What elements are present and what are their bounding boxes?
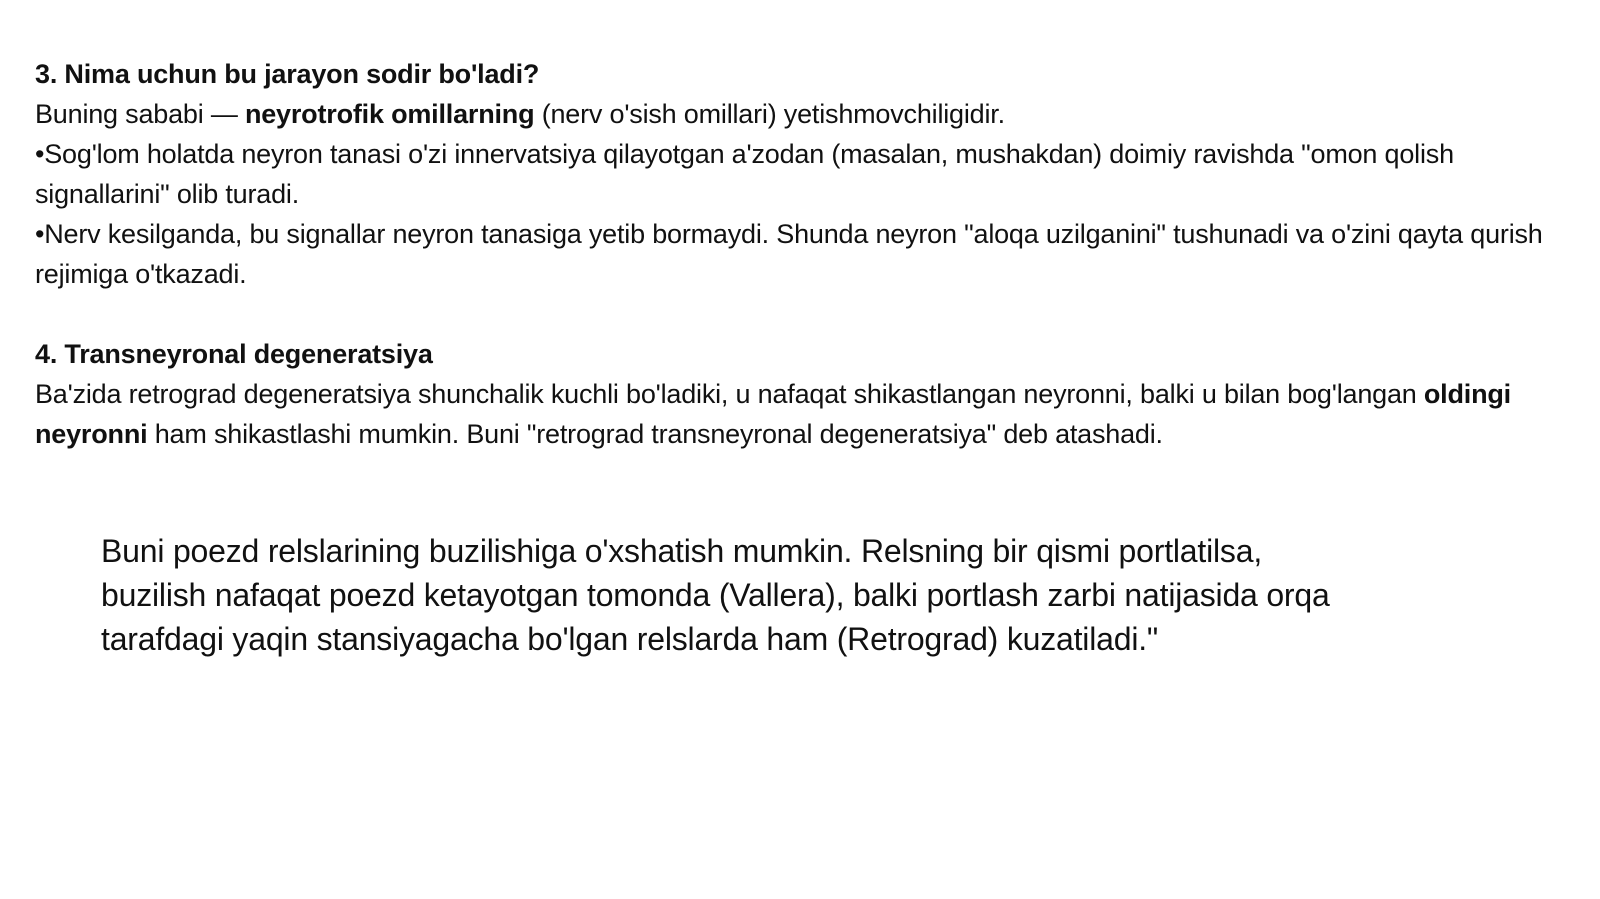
section-4-paragraph-bold: oldingi neyronni [35,379,1511,449]
section-3-intro [35,94,1565,134]
section-4-paragraph [35,374,1565,454]
analogy-text: Buni poezd relslarining buzilishiga o'xshatish mumkin. Relsning bir qismi portlatilsa, buzilish nafaqat poezd ketayotgan tomonda (Vallera), balki portlash zarbi natijasida orqa tarafdagi yaqin stansiyagacha bo'lgan relslarda ham (Retrograd) kuzatiladi." [101,533,1330,657]
section-4-paragraph-start: Ba'zida retrograd degeneratsiya shunchalik kuchli bo'ladiki, u nafaqat shikastlangan neyronni, balki u bilan bog'langan [35,379,1424,409]
section-4-paragraph-end: ham shikastlashi mumkin. Buni "retrograd transneyronal degeneratsiya" deb atashadi. [147,419,1163,449]
section-3-heading: 3. Nima uchun bu jarayon sodir bo'ladi? [35,59,540,89]
section-3-intro-bold: neyrotrofik omillarning [244,99,535,129]
section-3-bullet-2: •Nerv kesilganda, bu signallar neyron tanasiga yetib bormaydi. Shunda neyron "aloqa uzilganini" tushunadi va o'zini qayta qurish rejimiga o'tkazadi. [35,219,1543,289]
section-3-intro-end: (nerv o'sish omillari) yetishmovchiligidir. [534,99,1005,129]
main-text-block [35,54,1565,454]
section-3-intro-start: Buning sababi — [35,99,245,129]
section-3-bullet-1: •Sog'lom holatda neyron tanasi o'zi innervatsiya qilayotgan a'zodan (masalan, mushakdan) doimiy ravishda "omon qolish signallarini" olib turadi. [35,139,1454,209]
analogy-block [101,529,1341,661]
section-4-heading: 4. Transneyronal degeneratsiya [35,339,433,369]
spacer [35,294,1565,334]
